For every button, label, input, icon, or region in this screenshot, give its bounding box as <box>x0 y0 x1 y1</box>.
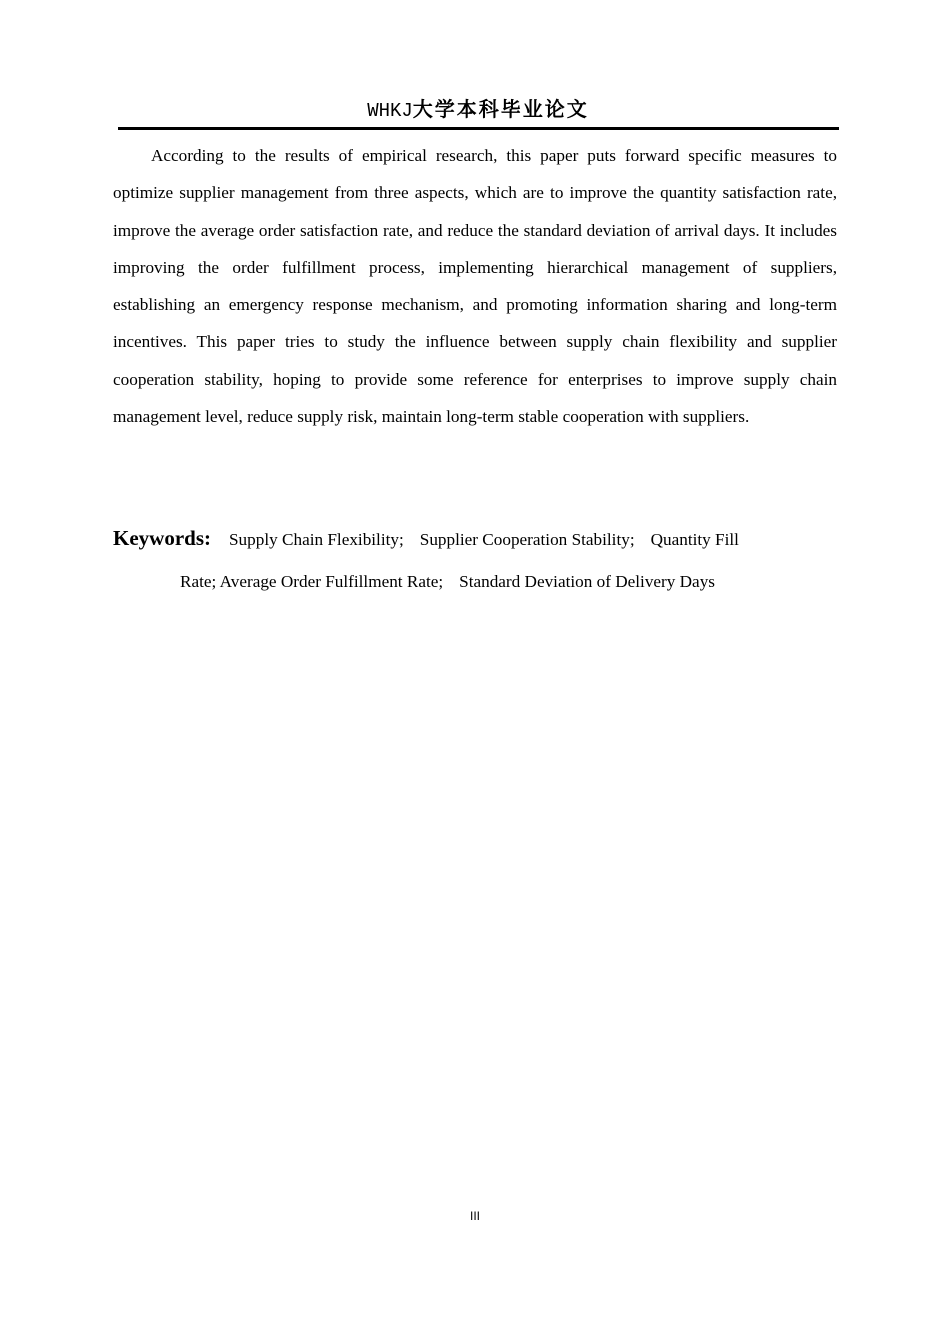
keyword-item: Supply Chain Flexibility; <box>229 530 404 549</box>
keywords-line-1 <box>113 517 837 561</box>
abstract-paragraph: According to the results of empirical research, this paper puts forward specific measures to optimize supplier management from three aspects, which are to improve the quantity satisfaction rate, improve the average order satisfaction rate, and reduce the standard deviation of arrival days. It includes improving the order fulfillment process, implementing hierarchical management of suppliers, establishing an emergency response mechanism, and promoting information sharing and long-term incentives. This paper tries to study the influence between supply chain flexibility and supplier cooperation stability, hoping to provide some reference for enterprises to improve supply chain management level, reduce supply risk, maintain long-term stable cooperation with suppliers. <box>113 146 837 427</box>
keywords-section <box>113 517 837 603</box>
keywords-label: Keywords: <box>113 526 211 550</box>
keyword-item: Rate; Average Order Fulfillment Rate; <box>180 572 444 591</box>
header-title-cjk: 大学本科毕业论文 <box>412 97 589 121</box>
keyword-item: Quantity Fill <box>650 530 739 549</box>
header-title-latin: WHKJ <box>367 100 413 122</box>
keyword-item: Standard Deviation of Delivery Days <box>459 572 715 591</box>
page-number: III <box>469 1209 480 1223</box>
keywords-line-2 <box>113 561 837 603</box>
running-header <box>118 95 838 125</box>
header-divider <box>118 127 839 130</box>
keyword-item: Supplier Cooperation Stability; <box>419 530 635 549</box>
